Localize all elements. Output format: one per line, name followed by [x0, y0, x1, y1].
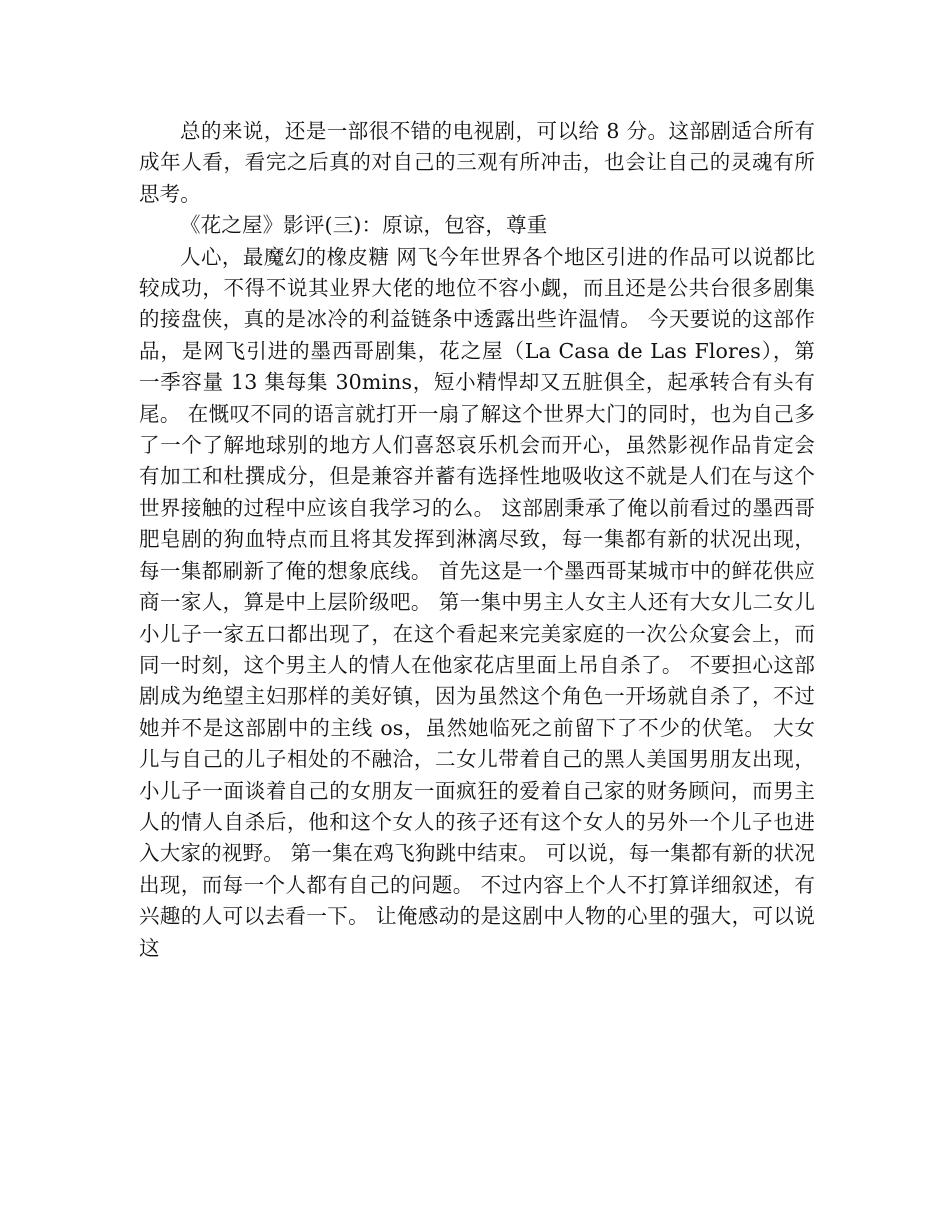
paragraph-review-body: 人心，最魔幻的橡皮糖 网飞今年世界各个地区引进的作品可以说都比较成功，不得不说其业界大佬的地位不容小觑，而且还是公共台很多剧集的接盘侠，真的是冰冷的利益链条中透露出些许温情。 今天要说的这部作品，是网飞引进的墨西哥剧集，花之屋（La Casa de Las Flores），第一季容量 13 集每集 30mins，短小精悍却又五脏俱全，起承转合有头有尾。 在慨叹不同的语言就打开一扇了解这个世界大门的同时，也为自己多了一个了解地球别的地方人们喜怒哀乐机会而开心，虽然影视作品肯定会有加工和杜撰成分，但是兼容并蓄有选择性地吸收这不就是人们在与这个世界接触的过程中应该自我学习的么。 这部剧秉承了俺以前看过的墨西哥肥皂剧的狗血特点而且将其发挥到淋漓尽致，每一集都有新的状况出现，每一集都刷新了俺的想象底线。 首先这是一个墨西哥某城市中的鲜花供应商一家人，算是中上层阶级吧。 第一集中男主人女主人还有大女儿二女儿小儿子一家五口都出现了，在这个看起来完美家庭的一次公众宴会上，而同一时刻，这个男主人的情人在他家花店里面上吊自杀了。 不要担心这部剧成为绝望主妇那样的美好镇，因为虽然这个角色一开场就自杀了，不过她并不是这部剧中的主线 os，虽然她临死之前留下了不少的伏笔。 大女儿与自己的儿子相处的不融洽，二女儿带着自己的黑人美国男朋友出现，小儿子一面谈着自己的女朋友一面疯狂的爱着自己家的财务顾问，而男主人的情人自杀后，他和这个女人的孩子还有这个女人的另外一个儿子也进入大家的视野。 第一集在鸡飞狗跳中结束。 可以说，每一集都有新的状况出现，而每一个人都有自己的问题。 不过内容上个人不打算详细叙述，有兴趣的人可以去看一下。 让俺感动的是这剧中人物的心里的强大，可以说这 — [139, 244, 815, 960]
paragraph-summary: 总的来说，还是一部很不错的电视剧，可以给 8 分。这部剧适合所有成年人看，看完之后真的对自己的三观有所冲击，也会让自己的灵魂有所思考。 — [139, 119, 815, 206]
paragraph-review-heading: 《花之屋》影评(三)：原谅，包容，尊重 — [180, 213, 548, 238]
document-body — [139, 116, 815, 964]
